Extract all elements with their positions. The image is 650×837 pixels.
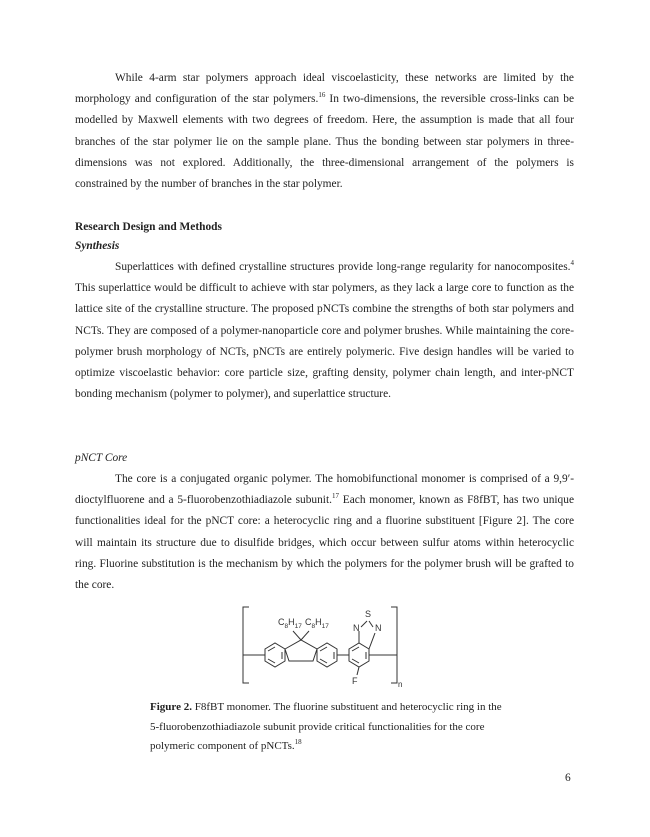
octyl-label-left: $C_8H_{17}$ (278, 617, 302, 630)
paragraph-star-polymers (75, 68, 574, 195)
atom-nitrogen-left: N (353, 623, 360, 633)
citation-ref: 17 (332, 492, 339, 501)
page-number: 6 (565, 772, 571, 784)
paragraph-text: In two-dimensions, the reversible cross-links can be modelled by Maxwell elements with two degrees of freedom. Here, the assumption is made that all four branches of the star polymer lie on the sample plane. Thus the bonding between star polymers in three-dimensions was not explored. Additionally, the three-dimensional arrangement of the polymers is constrained by the number of branches in the star polymer. (75, 93, 574, 191)
atom-fluorine: F (352, 676, 358, 686)
paragraph-text: The core is a conjugated organic polymer. The homobifunctional monomer is comprised of a 9,9′-dioctylfluorene and a 5-fluorobenzothiadiazole subunit. (75, 473, 574, 507)
atom-nitrogen-right: N (375, 623, 382, 633)
citation-ref: 4 (570, 259, 574, 267)
atom-sulfur: S (365, 609, 372, 619)
left-bracket (243, 607, 249, 683)
paragraph-text: While 4-arm star polymers approach ideal viscoelasticity, these networks are limited by the morphology and configuration of the star polymers. (75, 72, 574, 106)
paragraph-text: Each monomer, known as F8fBT, has two unique functionalities ideal for the pNCT core: a heterocyclic ring and a fluorine substituent [Figure 2]. The core will maintain its structure due to disulfide bridges, which occur between sulfur atoms within heterocyclic ring. Fluorine substitution is the mechanism by which the polymers for the polymer brush will be grafted to the core. (75, 494, 574, 592)
caption-citation-ref: 18 (294, 738, 302, 746)
caption-label: Figure 2. (150, 701, 192, 713)
octyl-label-right: $C_8H_{17}$ (305, 617, 329, 630)
repeat-subscript-n: n (398, 680, 403, 689)
subheading-pnct-core: pNCT Core (75, 452, 128, 464)
paragraph-text: This superlattice would be difficult to achieve with star polymers, as they lack a large core to function as the lattice site of the crystalline structure. The proposed pNCTs combine the strengths of both star polymers and NCTs. They are composed of a polymer-nanoparticle core and polymer brushes. While maintaining the core-polymer brush morphology of NCTs, pNCTs are entirely polymeric. Five design handles will be varied to optimize viscoelastic behavior: core particle size, grafting density, polymer chain length, and inter-pNCT bonding mechanism (polymer to polymer), and superlattice structure. (75, 282, 574, 401)
citation-ref: 16 (318, 91, 326, 100)
paragraph-core (75, 469, 574, 596)
paragraph-text: Superlattices with defined crystalline structures provide long-range regularity for nanocomposites. (115, 261, 571, 273)
octyl-chain-right (301, 631, 309, 640)
caption-text: F8fBT monomer. The fluorine substituent and heterocyclic ring in the 5-fluorobenzothiadiazole subunit provide critical functionalities for the core polymeric component of pNCTs. (150, 701, 502, 752)
section-heading: Research Design and Methods (75, 221, 222, 233)
fluorene-ring-center (285, 640, 317, 661)
paragraph-superlattices (75, 257, 574, 405)
subheading-synthesis: Synthesis (75, 240, 120, 252)
octyl-chain-left (293, 631, 301, 640)
right-bracket (391, 607, 397, 683)
fluorine-bond (357, 667, 359, 675)
figure-caption (150, 698, 510, 757)
f8fbt-structure-figure (241, 603, 405, 689)
